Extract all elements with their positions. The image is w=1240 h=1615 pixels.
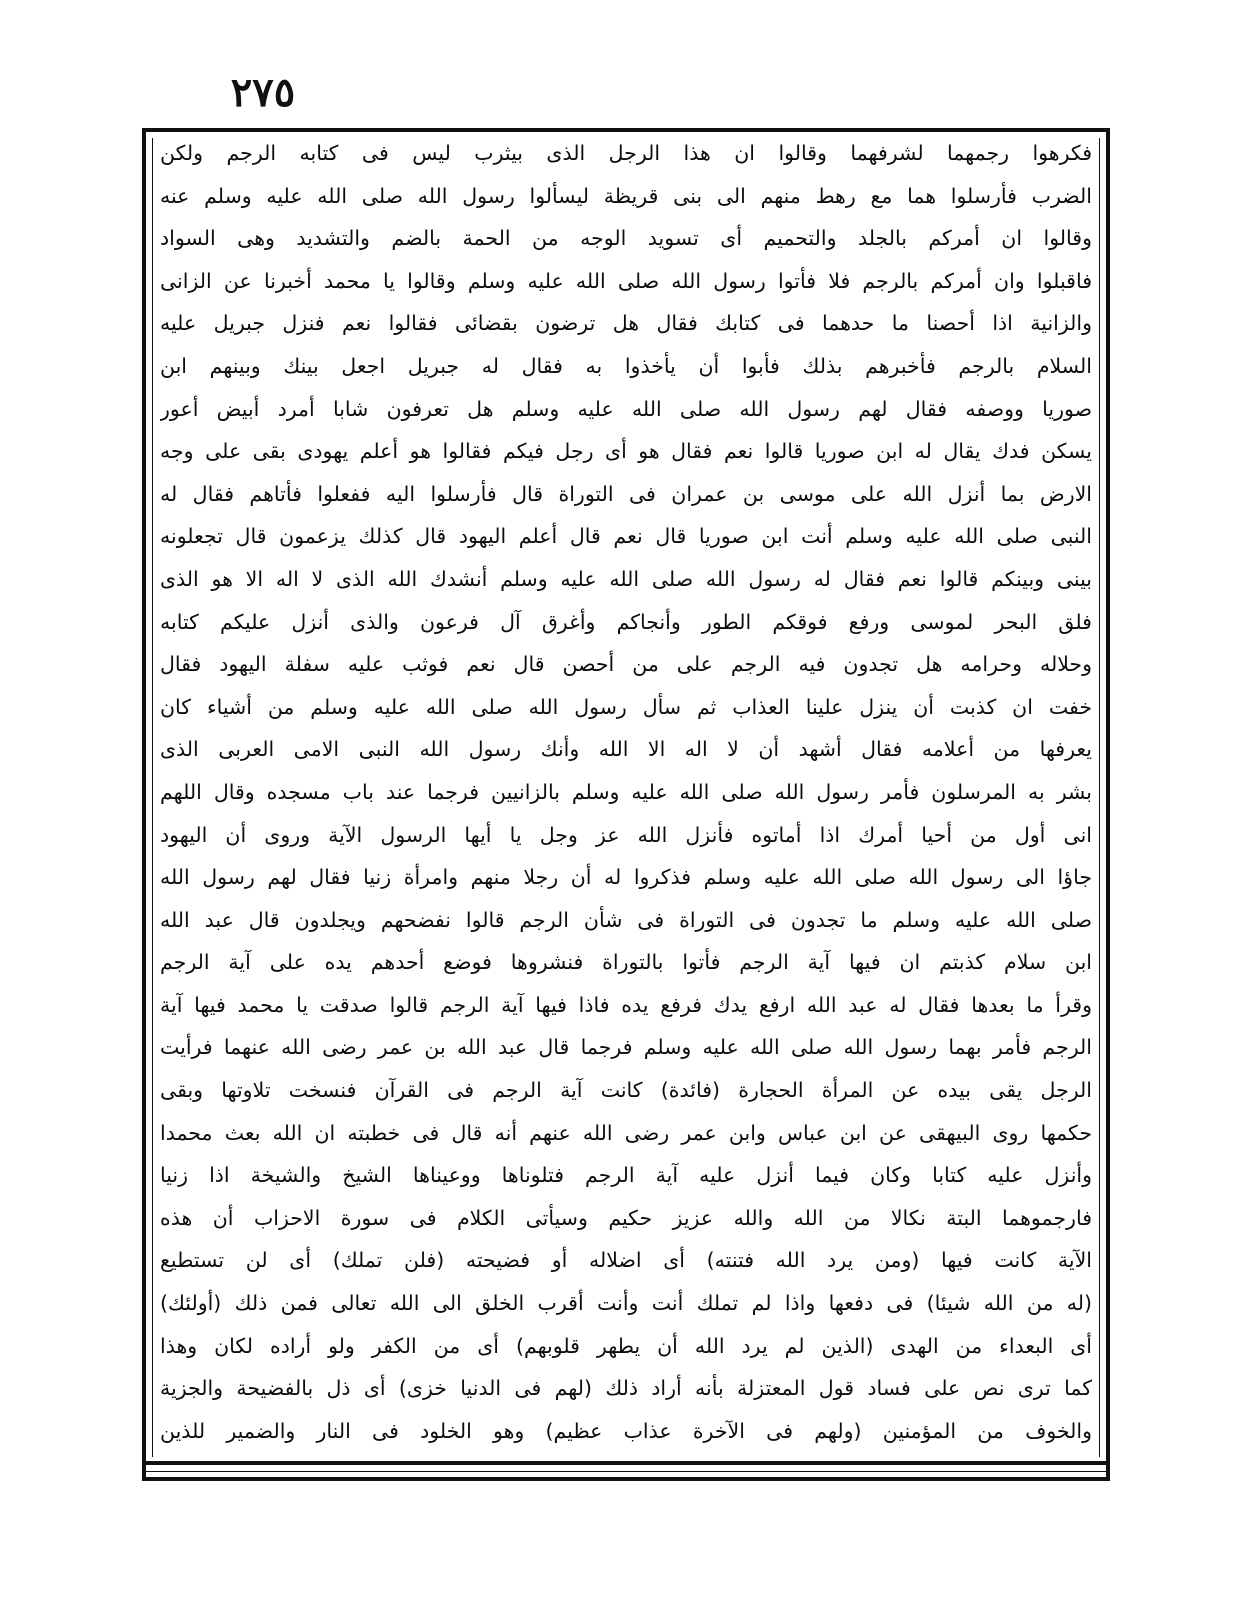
page-number: ٢٧٥ — [230, 69, 296, 116]
text-line: انى أول من أحيا أمرك اذا أماتوه فأنزل الله عز وجل يا أيها الرسول الآية وروى أن اليهود — [160, 822, 1092, 847]
text-line: والزانية اذا أحصنا ما حدهما فى كتابك فقال هل ترضون بقضائى فقالوا نعم فنزل جبريل عليه — [160, 311, 1092, 336]
text-line: حكمها روى البيهقى عن ابن عباس وابن عمر رضى الله عنهم أنه قال فى خطبته ان الله بعث محمدا — [160, 1120, 1092, 1145]
bottom-rule — [146, 1461, 1106, 1465]
text-line: (له من الله شيئا) فى دفعها واذا لم تملك أنت وأنت أقرب الخلق الى الله تعالى فمن ذلك (أولئك) — [160, 1291, 1092, 1316]
text-frame — [142, 128, 1110, 1481]
text-line: ابن سلام كذبتم ان فيها آية الرجم فأتوا بالتوراة فنشروها فوضع أحدهم يده على آية الرجم — [160, 950, 1092, 975]
text-line: والخوف من المؤمنين (ولهم فى الآخرة عذاب عظيم) وهو الخلود فى النار والضمير للذين — [160, 1418, 1092, 1443]
text-line: يعرفها من أعلامه فقال أشهد أن لا اله الا الله وأنك رسول الله النبى الامى العربى الذى — [160, 737, 1092, 762]
text-line: وأنزل عليه كتابا وكان فيما أنزل عليه آية الرجم فتلوناها ووعيناها الشيخ والشيخة اذا زنيا — [160, 1163, 1092, 1188]
text-line: صلى الله عليه وسلم ما تجدون فى التوراة فى شأن الرجم قالوا نفضحهم ويجلدون قال عبد الله — [160, 907, 1092, 932]
text-line: الارض بما أنزل الله على موسى بن عمران فى التوراة قال فأرسلوا اليه ففعلوا فأتاهم فقال له — [160, 481, 1092, 506]
text-line: صوريا ووصفه فقال لهم رسول الله صلى الله عليه وسلم هل تعرفون شابا أمرد أبيض أعور — [160, 396, 1092, 421]
text-line: خفت ان كذبت أن ينزل علينا العذاب ثم سأل رسول الله صلى الله عليه وسلم من أشياء كان — [160, 694, 1092, 719]
text-line: الضرب فأرسلوا هما مع رهط منهم الى بنى قريظة ليسألوا رسول الله صلى الله عليه وسلم عنه — [160, 183, 1092, 208]
bottom-rule-thin — [146, 1471, 1106, 1473]
text-line: أى البعداء من الهدى (الذين لم يرد الله أن يطهر قلوبهم) أى من الكفر ولو أراده لكان وهذا — [160, 1333, 1092, 1358]
main-text-block — [160, 136, 1092, 1448]
text-line: جاؤا الى رسول الله صلى الله عليه وسلم فذكروا له أن رجلا منهم وامرأة زنيا فقال لهم رسول الله — [160, 865, 1092, 890]
text-line: الآية كانت فيها (ومن يرد الله فتنته) أى اضلاله أو فضيحته (فلن تملك) أى لن تستطيع — [160, 1248, 1092, 1273]
text-line: بينى وبينكم قالوا نعم فقال له رسول الله صلى الله عليه وسلم أنشدك الله الذى لا اله الا هو الذى — [160, 566, 1092, 591]
text-line: الرجم فأمر بهما رسول الله صلى الله عليه وسلم فرجما قال عبد الله بن عمر رضى الله عنهما فرأيت — [160, 1035, 1092, 1060]
text-line: كما ترى نص على فساد قول المعتزلة بأنه أراد ذلك (لهم فى الدنيا خزى) أى ذل بالفضيحة والجزية — [160, 1376, 1092, 1401]
text-line: وحلاله وحرامه هل تجدون فيه الرجم على من أحصن قال نعم فوثب عليه سفلة اليهود فقال — [160, 652, 1092, 677]
text-line: بشر به المرسلون فأمر رسول الله صلى الله عليه وسلم بالزانيين فرجما عند باب مسجده وقال اللهم — [160, 779, 1092, 804]
text-line: النبى صلى الله عليه وسلم أنت ابن صوريا قال نعم قال أعلم اليهود قال كذلك يزعمون قال تجعلونه — [160, 524, 1092, 549]
text-line: وقالوا ان أمركم بالجلد والتحميم أى تسويد الوجه من الحمة بالضم والتشديد وهى السواد — [160, 226, 1092, 251]
text-line: وقرأ ما بعدها فقال له عبد الله ارفع يدك فرفع يده فاذا فيها آية الرجم قالوا صدقت يا محمد فيها آية — [160, 992, 1092, 1017]
text-line: الرجل يقى بيده عن المرأة الحجارة (فائدة) كانت آية الرجم فى القرآن فنسخت تلاوتها وبقى — [160, 1078, 1092, 1103]
text-line: فكرهوا رجمهما لشرفهما وقالوا ان هذا الرجل الذى بيثرب ليس فى كتابه الرجم ولكن — [160, 141, 1092, 165]
text-line: يسكن فدك يقال له ابن صوريا قالوا نعم فقال هو أى رجل فيكم فقالوا هو أعلم يهودى بقى على وجه — [160, 439, 1092, 464]
text-line: السلام بالرجم فأخبرهم بذلك فأبوا أن يأخذوا به فقال له جبريل اجعل بينك وبينهم ابن — [160, 353, 1092, 378]
text-line: فاقبلوا وان أمركم بالرجم فلا فأتوا رسول الله صلى الله عليه وسلم وقالوا يا محمد أخبرنا عن الزانى — [160, 268, 1092, 293]
text-line: فارجموهما البتة نكالا من الله والله عزيز حكيم وسيأتى الكلام فى سورة الاحزاب أن هذه — [160, 1205, 1092, 1230]
text-line: فلق البحر لموسى ورفع فوقكم الطور وأنجاكم وأغرق آل فرعون والذى أنزل عليكم كتابه — [160, 609, 1092, 634]
